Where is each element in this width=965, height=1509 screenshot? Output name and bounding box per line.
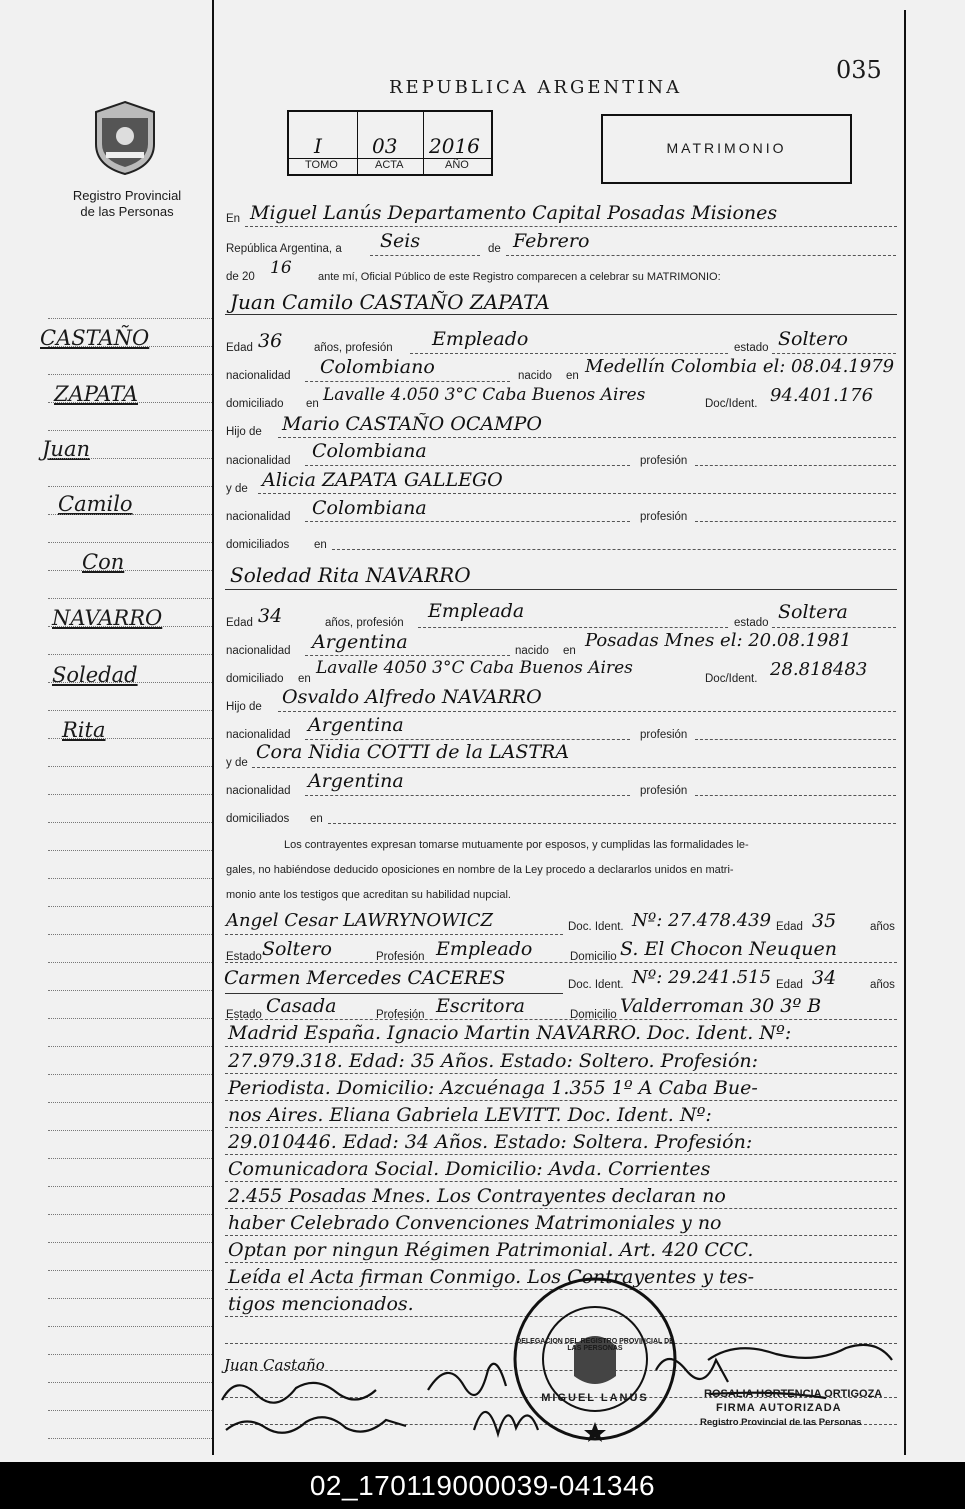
- margin-rule-line: [48, 570, 212, 571]
- margin-rule-line: [48, 850, 212, 851]
- groom-doc: 94.401.176: [770, 385, 874, 406]
- witness1-anios-label: años: [870, 921, 895, 933]
- groom-domiciliados-label: domiciliados: [226, 539, 290, 551]
- margin-name-6: NAVARRO: [52, 606, 163, 630]
- bride-dom-label: domiciliado: [226, 673, 284, 685]
- acta-value: 03: [372, 134, 398, 158]
- margin-rule-line: [48, 1298, 212, 1299]
- margin-rule-line: [48, 934, 212, 935]
- margin-rule-line: [48, 1214, 212, 1215]
- witness1-edad-label: Edad: [776, 921, 803, 933]
- day-value: Seis: [380, 230, 421, 252]
- bride-edad-label: Edad: [226, 617, 253, 629]
- margin-rule-line: [48, 962, 212, 963]
- bride-nac-label: nacionalidad: [226, 645, 291, 657]
- witness1-estado-label: Estado: [226, 951, 262, 963]
- place-value: Miguel Lanús Departamento Capital Posadas Misiones: [250, 202, 778, 224]
- margin-rule-line: [48, 598, 212, 599]
- bride-doc-label: Doc/Ident.: [705, 673, 758, 685]
- margin-rule-line: [48, 1326, 212, 1327]
- type-box-label: MATRIMONIO: [666, 140, 787, 156]
- notes-rule-line: [225, 1127, 897, 1128]
- legal-line-2: gales, no habiéndose deducido oposiciones en nombre de la Ley procedo a declararlos unidos en matri-: [226, 864, 734, 876]
- groom-status: Soltero: [778, 328, 848, 350]
- bride-nationality: Argentina: [312, 631, 408, 653]
- bride-status: Soltera: [778, 601, 848, 623]
- margin-rule-line: [48, 738, 212, 739]
- margin-rule-line: [48, 822, 212, 823]
- groom-domiciliados-en: en: [314, 539, 327, 551]
- official-name: ROSALIA HORTENCIA ORTIGOZA: [704, 1388, 883, 1400]
- scan-footer: 02_170119000039-041346: [0, 1462, 965, 1509]
- bride-doc: 28.818483: [770, 659, 868, 680]
- margin-rule-line: [48, 458, 212, 459]
- margin-rule-line: [48, 1130, 212, 1131]
- groom-birth: Medellín Colombia el: 08.04.1979: [585, 356, 895, 377]
- right-rule: [904, 10, 906, 1455]
- groom-father: Mario CASTAÑO OCAMPO: [282, 413, 542, 435]
- note-line-1: Madrid España. Ignacio Martin NAVARRO. Doc. Ident. Nº:: [228, 1022, 792, 1044]
- margin-rule-line: [48, 990, 212, 991]
- note-line-7: 2.455 Posadas Mnes. Los Contrayentes declaran no: [228, 1185, 726, 1207]
- notes-rule-line: [225, 1073, 897, 1074]
- official-role: FIRMA AUTORIZADA: [716, 1402, 842, 1414]
- margin-rule-line: [48, 486, 212, 487]
- witness1-address: S. El Chocon Neuquen: [620, 938, 837, 960]
- bride-estado-label: estado: [734, 617, 769, 629]
- bride-profession: Empleada: [428, 600, 525, 622]
- margin-rule-line: [48, 1102, 212, 1103]
- groom-mother-nac-label: nacionalidad: [226, 511, 291, 523]
- bride-address: Lavalle 4050 3°C Caba Buenos Aires: [316, 658, 633, 678]
- note-line-3: Periodista. Domicilio: Azcuénaga 1.355 1º A Caba Bue-: [228, 1077, 758, 1099]
- note-line-9: Optan por ningun Régimen Patrimonial. Art. 420 CCC.: [228, 1239, 754, 1261]
- witness2-edad-label: Edad: [776, 979, 803, 991]
- margin-rule-line: [48, 1074, 212, 1075]
- bride-anios-label: años, profesión: [325, 617, 404, 629]
- witness2-doc: Nº: 29.241.515: [632, 967, 772, 988]
- bride-en-label: en: [563, 645, 576, 657]
- witness1-dom-label: Domicilio: [570, 951, 617, 963]
- notes-rule-line: [225, 1208, 897, 1209]
- margin-rule-line: [48, 626, 212, 627]
- bride-father-nac-label: nacionalidad: [226, 729, 291, 741]
- groom-nacido-label: nacido: [518, 370, 552, 382]
- agency-name: [40, 188, 214, 220]
- margin-rule-line: [48, 710, 212, 711]
- registry-stamp: [512, 1276, 678, 1442]
- official-org: Registro Provincial de las Personas: [700, 1417, 862, 1428]
- witness2-name: Carmen Mercedes CACERES: [224, 967, 506, 989]
- bride-mother-prof-label: profesión: [640, 785, 688, 797]
- groom-nac-label: nacionalidad: [226, 370, 291, 382]
- witness2-profession: Escritora: [436, 995, 525, 1017]
- margin-rule-line: [48, 1382, 212, 1383]
- margin-rule-line: [48, 794, 212, 795]
- witness1-status: Soltero: [262, 938, 332, 960]
- note-line-10: Leída el Acta firman Conmigo. Los Contrayentes y tes-: [228, 1266, 755, 1288]
- groom-mother-nat: Colombiana: [312, 497, 427, 519]
- witness1-doc: Nº: 27.478.439: [632, 910, 772, 931]
- margin-rule-line: [48, 1270, 212, 1271]
- witness2-anios-label: años: [870, 979, 895, 991]
- agency-line1: Registro Provincial: [72, 188, 182, 203]
- margin-rule-line: [48, 402, 212, 403]
- note-line-8: haber Celebrado Convenciones Matrimoniales y no: [228, 1212, 722, 1234]
- margin-rule-line: [48, 654, 212, 655]
- anio-value: 2016: [429, 134, 480, 158]
- witness2-status: Casada: [266, 995, 337, 1017]
- province-seal-icon: [92, 100, 158, 176]
- bride-birth: Posadas Mnes el: 20.08.1981: [585, 630, 852, 651]
- bride-name: Soledad Rita NAVARRO: [230, 563, 471, 587]
- witness1-doc-label: Doc. Ident.: [568, 921, 624, 933]
- margin-rule-line: [48, 878, 212, 879]
- margin-rule-line: [48, 906, 212, 907]
- margin-rule-line: [48, 374, 212, 375]
- margin-name-7: Soledad: [52, 663, 138, 687]
- witness2-doc-label: Doc. Ident.: [568, 979, 624, 991]
- bride-dom-en: en: [298, 673, 311, 685]
- margin-rule-line: [48, 542, 212, 543]
- bride-yde-label: y de: [226, 757, 248, 769]
- witness1-age: 35: [812, 910, 837, 932]
- year-label: de 20: [226, 271, 255, 283]
- margin-rule-line: [48, 766, 212, 767]
- margin-rule-line: [48, 1186, 212, 1187]
- notes-rule-line: [225, 1181, 897, 1182]
- groom-father-prof-label: profesión: [640, 455, 688, 467]
- groom-father-nac-label: nacionalidad: [226, 455, 291, 467]
- witness1-prof-label: Profesión: [376, 951, 425, 963]
- witness2-dom-label: Domicilio: [570, 1009, 617, 1021]
- margin-name-3: Juan: [42, 437, 90, 461]
- en-label: En: [226, 213, 241, 225]
- groom-address: Lavalle 4.050 3°C Caba Buenos Aires: [323, 385, 646, 405]
- bride-mother: Cora Nidia COTTI de la LASTRA: [256, 741, 570, 763]
- witness1-profession: Empleado: [436, 938, 533, 960]
- margin-name-1: CASTAÑO: [40, 326, 150, 350]
- margin-name-2: ZAPATA: [54, 382, 138, 406]
- type-box: [601, 114, 852, 184]
- witness2-estado-label: Estado: [226, 1009, 262, 1021]
- margin-rule-line: [48, 1438, 212, 1439]
- tomo-value: I: [314, 134, 322, 158]
- republic-label: República Argentina, a: [226, 243, 342, 255]
- legal-line-3: monio ante los testigos que acreditan su habilidad nupcial.: [226, 889, 511, 901]
- margin-rule-line: [48, 1242, 212, 1243]
- bride-father: Osvaldo Alfredo NAVARRO: [282, 686, 542, 708]
- groom-father-nat: Colombiana: [312, 440, 427, 462]
- stamp-icon: [512, 1276, 678, 1442]
- groom-edad-label: Edad: [226, 342, 253, 354]
- notes-rule-line: [225, 1235, 897, 1236]
- groom-anios-label: años, profesión: [314, 342, 393, 354]
- bride-nacido-label: nacido: [515, 645, 549, 657]
- witness2-address: Valderroman 30 3º B: [620, 995, 822, 1017]
- bride-age: 34: [258, 605, 283, 627]
- margin-rule-line: [48, 1046, 212, 1047]
- groom-doc-label: Doc/Ident.: [705, 398, 758, 410]
- margin-rule-line: [48, 682, 212, 683]
- groom-mother-prof-label: profesión: [640, 511, 688, 523]
- groom-en-label: en: [566, 370, 579, 382]
- bride-mother-nat: Argentina: [308, 770, 404, 792]
- margin-name-8: Rita: [62, 718, 106, 742]
- bride-father-prof-label: profesión: [640, 729, 688, 741]
- tomo-label: TOMO: [305, 159, 338, 171]
- margin-rule-line: [48, 1158, 212, 1159]
- bride-mother-nac-label: nacionalidad: [226, 785, 291, 797]
- margin-name-5: Con: [82, 550, 125, 574]
- margin-rule-line: [48, 318, 212, 319]
- anio-label: AÑO: [445, 159, 469, 171]
- margin-rule-line: [48, 514, 212, 515]
- margin-rule-line: [48, 1410, 212, 1411]
- signature-caption: Juan Castaño: [224, 1356, 325, 1374]
- groom-yde-label: y de: [226, 483, 248, 495]
- groom-mother: Alicia ZAPATA GALLEGO: [262, 469, 503, 491]
- witness1-name: Angel Cesar LAWRYNOWICZ: [226, 910, 493, 931]
- notes-rule-line: [225, 1046, 897, 1047]
- note-line-5: 29.010446. Edad: 34 Años. Estado: Soltera. Profesión:: [228, 1131, 753, 1153]
- groom-estado-label: estado: [734, 342, 769, 354]
- bride-hijo-label: Hijo de: [226, 701, 262, 713]
- groom-name: Juan Camilo CASTAÑO ZAPATA: [230, 290, 550, 314]
- margin-name-4: Camilo: [58, 492, 133, 516]
- folio-number: 035: [836, 56, 882, 84]
- margin-rule-line: [48, 1018, 212, 1019]
- note-line-6: Comunicadora Social. Domicilio: Avda. Corrientes: [228, 1158, 711, 1180]
- groom-age: 36: [258, 330, 283, 352]
- agency-line2: de las Personas: [80, 204, 174, 219]
- legal-line-1: Los contrayentes expresan tomarse mutuamente por esposos, y cumplidas las formalidades le-: [284, 839, 749, 851]
- margin-rule-line: [48, 1354, 212, 1355]
- record-box: [287, 110, 493, 176]
- bride-father-nat: Argentina: [308, 714, 404, 736]
- groom-profession: Empleado: [432, 328, 529, 350]
- notes-rule-line: [225, 1262, 897, 1263]
- witness2-prof-label: Profesión: [376, 1009, 425, 1021]
- page-title: REPUBLICA ARGENTINA: [389, 77, 683, 98]
- note-line-11: tigos mencionados.: [228, 1293, 414, 1315]
- margin-rule-line: [48, 430, 212, 431]
- bride-domiciliados-label: domiciliados: [226, 813, 290, 825]
- stamp-ring-text: DELEGACION DEL REGISTRO PROVINCIAL DE LAS PERSONAS: [516, 1338, 674, 1352]
- groom-hijo-label: Hijo de: [226, 426, 262, 438]
- acta-label: ACTA: [375, 159, 404, 171]
- groom-dom-en: en: [306, 398, 319, 410]
- margin-rule-line: [48, 346, 212, 347]
- bride-domiciliados-en: en: [310, 813, 323, 825]
- groom-nationality: Colombiano: [320, 356, 435, 378]
- year-suffix: 16: [270, 258, 292, 278]
- note-line-4: nos Aires. Eliana Gabriela LEVITT. Doc. Ident. Nº:: [228, 1104, 712, 1126]
- appear-text: ante mí, Oficial Público de este Registro comparecen a celebrar su MATRIMONIO:: [318, 271, 721, 283]
- notes-rule-line: [225, 1154, 897, 1155]
- month-value: Febrero: [513, 230, 590, 252]
- note-line-2: 27.979.318. Edad: 35 Años. Estado: Soltero. Profesión:: [228, 1050, 759, 1072]
- groom-dom-label: domiciliado: [226, 398, 284, 410]
- notes-rule-line: [225, 1100, 897, 1101]
- de-label: de: [488, 243, 501, 255]
- witness2-age: 34: [812, 967, 837, 989]
- stamp-center-text: MIGUEL LANUS: [541, 1392, 649, 1404]
